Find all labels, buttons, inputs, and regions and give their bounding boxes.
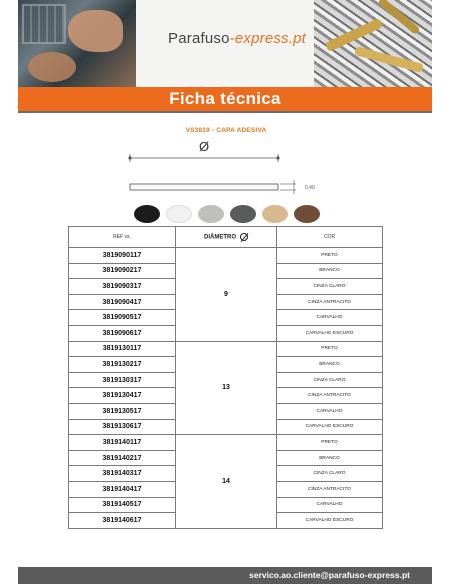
logo-main: Parafuso <box>168 30 230 47</box>
header-diameter-label: DIÂMETRO <box>204 234 236 241</box>
ref-cell: 3819130517 <box>69 403 176 419</box>
title-divider <box>18 111 432 113</box>
color-cell: PRETO <box>277 435 383 451</box>
ref-cell: 3819090317 <box>69 279 176 295</box>
table-row <box>69 341 383 357</box>
ref-cell: 3819130217 <box>69 357 176 373</box>
ref-cell: 3819090417 <box>69 294 176 310</box>
color-swatches <box>134 205 324 223</box>
ref-cell: 3819140417 <box>69 481 176 497</box>
diameter-cell: 9 <box>176 248 277 342</box>
ref-cell: 3819140117 <box>69 435 176 451</box>
table-row <box>69 248 383 264</box>
color-cell: CARVALHO <box>277 403 383 419</box>
header-color: COR <box>277 227 383 248</box>
color-cell: CINZA CLARO <box>277 279 383 295</box>
spec-table <box>68 226 383 529</box>
header-diameter <box>176 227 277 248</box>
color-cell: CARVALHO ESCURO <box>277 513 383 529</box>
color-cell: PRETO <box>277 248 383 264</box>
color-cell: CARVALHO <box>277 497 383 513</box>
swatch-branco <box>166 205 192 223</box>
color-cell: CINZA CLARO <box>277 372 383 388</box>
ref-cell: 3819090517 <box>69 310 176 326</box>
title-bar <box>18 87 432 111</box>
logo-suffix: -express.pt <box>229 30 307 47</box>
color-cell: BRANCO <box>277 263 383 279</box>
color-cell: CARVALHO ESCURO <box>277 325 383 341</box>
diameter-cell: 13 <box>176 341 277 435</box>
swatch-cinza-antracito <box>230 205 256 223</box>
diameter-icon <box>240 233 248 241</box>
page-title: Ficha técnica <box>169 89 281 108</box>
technical-drawing <box>120 136 340 200</box>
ref-cell: 3819090217 <box>69 263 176 279</box>
footer-bar <box>18 567 432 584</box>
swatch-carvalho <box>262 205 288 223</box>
header-banner <box>18 0 432 87</box>
table-header-row <box>69 227 383 248</box>
color-cell: PRETO <box>277 341 383 357</box>
ref-cell: 3819140217 <box>69 450 176 466</box>
ref-cell: 3819140617 <box>69 513 176 529</box>
tools-photo <box>18 0 136 87</box>
ref-cell: 3819130617 <box>69 419 176 435</box>
color-cell: CINZA ANTRACITO <box>277 388 383 404</box>
swatch-preto <box>134 205 160 223</box>
color-cell: CARVALHO <box>277 310 383 326</box>
diameter-symbol: Ø <box>198 139 210 154</box>
color-cell: BRANCO <box>277 450 383 466</box>
swatch-cinza-claro <box>198 205 224 223</box>
color-cell: CINZA CLARO <box>277 466 383 482</box>
color-cell: BRANCO <box>277 357 383 373</box>
color-cell: CINZA ANTRACITO <box>277 294 383 310</box>
color-cell: CARVALHO ESCURO <box>277 419 383 435</box>
diameter-cell: 14 <box>176 435 277 529</box>
ref-cell: 3819130317 <box>69 372 176 388</box>
header-ref: REF vs. <box>69 227 176 248</box>
product-name: VS3819 - CAPA ADESIVA <box>185 127 267 134</box>
ref-cell: 3819140317 <box>69 466 176 482</box>
table-row <box>69 435 383 451</box>
ref-cell: 3819130417 <box>69 388 176 404</box>
thickness-label: 0,40 <box>305 185 315 191</box>
support-email-link[interactable]: servico.ao.cliente@parafuso-express.pt <box>249 570 410 580</box>
ref-cell: 3819090617 <box>69 325 176 341</box>
brand-logo[interactable] <box>168 30 306 47</box>
swatch-carvalho-escuro <box>294 205 320 223</box>
ref-cell: 3819090117 <box>69 248 176 264</box>
screws-photo <box>314 0 432 87</box>
ref-cell: 3819130117 <box>69 341 176 357</box>
color-cell: CINZA ANTRACITO <box>277 481 383 497</box>
ref-cell: 3819140517 <box>69 497 176 513</box>
